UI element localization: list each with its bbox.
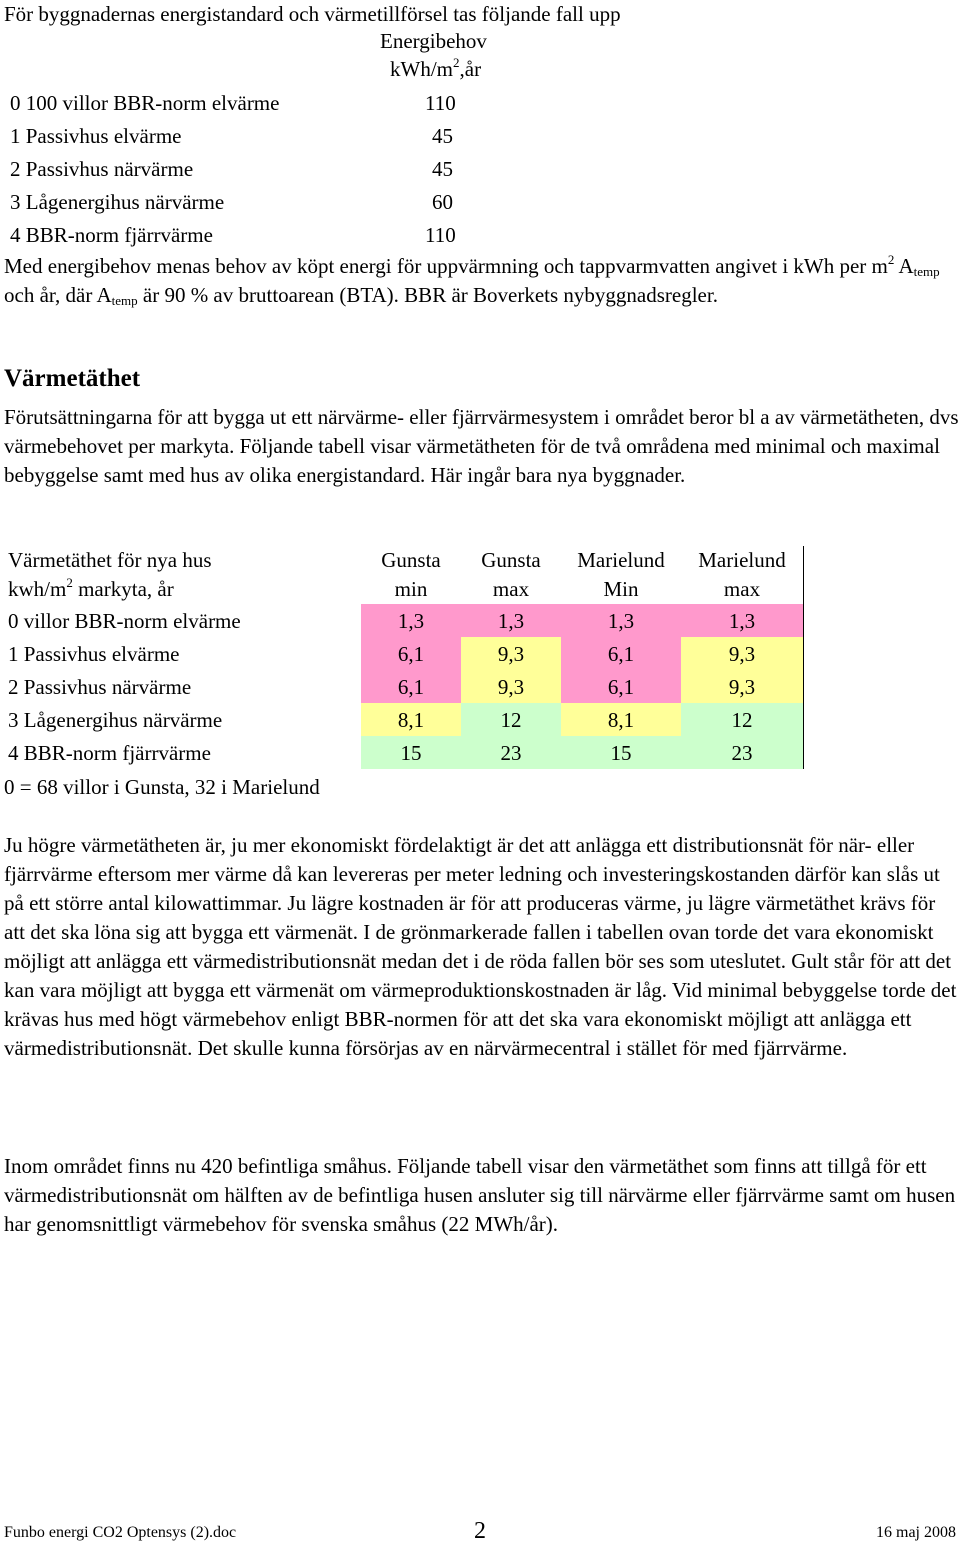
section-paragraph: Förutsättningarna för att bygga ut ett närvärme- eller fjärrvärmesystem i området beror bl a av värmetätheten, dvs värmebehovet per markyta. Följande tabell visar värmetätheten för de två områdena med minimal och maximal bebyggelse samt med hus av olika energistandard. Här ingår bara nya byggnader. — [4, 405, 959, 487]
table-cell: 12 — [681, 703, 804, 736]
heat-density-table — [4, 546, 804, 769]
intro-row-value: 45 — [432, 124, 453, 148]
table-unit: kwh/$m^2$ markyta, år — [8, 575, 174, 601]
row-label: 1 Passivhus elvärme — [8, 641, 180, 666]
table-row — [4, 604, 804, 637]
table-cell: 6,1 — [561, 637, 681, 670]
table-cell: 8,1 — [561, 703, 681, 736]
footer-filename: Funbo energi CO2 Optensys (2).doc — [4, 1524, 237, 1541]
table-cell: 12 — [461, 703, 561, 736]
intro-row-value: 110 — [425, 223, 456, 247]
table-row — [4, 670, 804, 703]
section-heading: Värmetäthet — [4, 365, 141, 392]
column-header: max — [492, 577, 530, 601]
table-cell: 6,1 — [361, 670, 461, 703]
intro-row-value: 110 — [425, 91, 456, 115]
intro-row-label: 4 BBR-norm fjärrvärme — [10, 223, 213, 247]
table-cell: 15 — [561, 736, 681, 769]
table-cell: 9,3 — [461, 637, 561, 670]
column-header: Gunsta — [381, 548, 441, 572]
table-cell: 1,3 — [681, 604, 804, 637]
intro-row-label: 2 Passivhus närvärme — [10, 157, 194, 181]
table-row — [4, 703, 804, 736]
column-header: min — [394, 577, 428, 601]
body-paragraph: Inom området finns nu 420 befintliga småhus. Följande tabell visar den värmetäthet som finns att tillgå för ett värmedistributionsnät om hälften av de befintliga husen ansluter sig till närvärme eller fjärrvärme samt om husen har genomsnittligt värmebehov för svenska småhus (22 MWh/år). — [4, 1154, 956, 1236]
energy-note: Med energibehov menas behov av köpt energi för uppvärmning och tappvarmvatten angivet i kWh per $m^2$ $A_{temp}$ och år, där $A_{temp}$ är 90 % av bruttoarean (BTA). BBR är Boverkets nybyggnadsregler. — [4, 252, 940, 308]
table-cell: 9,3 — [681, 670, 804, 703]
table-header-row — [4, 574, 804, 604]
column-header: Gunsta — [481, 548, 541, 572]
intro-row-label: 3 Lågenergihus närvärme — [10, 190, 225, 214]
intro-row-label: 1 Passivhus elvärme — [10, 124, 182, 148]
table-cell: 9,3 — [681, 637, 804, 670]
row-label: 3 Lågenergihus närvärme — [8, 707, 223, 732]
table-header-row — [4, 546, 804, 574]
intro-title: För byggnadernas energistandard och värmetillförsel tas följande fall upp — [4, 2, 621, 26]
footer-date: 16 maj 2008 — [876, 1524, 956, 1541]
table-cell: 6,1 — [361, 637, 461, 670]
footer-page-number: 2 — [474, 1518, 486, 1544]
table-cell: 15 — [361, 736, 461, 769]
table-cell: 1,3 — [361, 604, 461, 637]
table-row — [4, 736, 804, 769]
column-header: Marielund — [681, 546, 804, 574]
table-row — [4, 637, 804, 670]
table-cell: 1,3 — [561, 604, 681, 637]
table-cell: 23 — [461, 736, 561, 769]
table-cell: 23 — [681, 736, 804, 769]
column-header: Min — [603, 577, 639, 601]
energy-col-header: Energibehov — [380, 29, 487, 53]
body-paragraph: Ju högre värmetätheten är, ju mer ekonomiskt fördelaktigt är det att anlägga ett distributionsnät för när- eller fjärrvärme eftersom mer värme då kan levereras per meter ledning och investeringskostanden därför kan slås ut på ett större antal kilowattimmar. Ju lägre kostnaden är för att produceras värme, ju lägre värmetäthet krävs för att det ska löna sig att bygga ett värmenät. I de grönmarkerade fallen i tabellen ovan torde det vara ekonomiskt möjligt att anlägga ett värmedistributionsnät medan det i de röda fallen bör ses som uteslutet. Gult står för att det kan vara möjligt att bygga ett värmenät om värmeproduktionskostnaden är låg. Vid minimal bebyggelse torde det krävas hus med högt värmebehov enligt BBR-normen för att det ska vara ekonomiskt möjligt att anlägga ett värmedistributionsnät. Det skulle kunna försörjas av en närvärmecentral i stället för med fjärrvärme. — [4, 833, 957, 1060]
intro-row-value: 60 — [432, 190, 453, 214]
row-label: 4 BBR-norm fjärrvärme — [8, 740, 211, 765]
column-header: max — [681, 574, 804, 604]
row-label: 2 Passivhus närvärme — [8, 674, 192, 699]
table-title: Värmetäthet för nya hus — [8, 548, 212, 572]
table-cell: 1,3 — [461, 604, 561, 637]
intro-row-label: 0 100 villor BBR-norm elvärme — [10, 91, 280, 115]
table-cell: 9,3 — [461, 670, 561, 703]
table-footnote: 0 = 68 villor i Gunsta, 32 i Marielund — [4, 775, 320, 799]
table-cell: 8,1 — [361, 703, 461, 736]
row-label: 0 villor BBR-norm elvärme — [8, 608, 241, 633]
energy-unit-header: kWh/$m^2,år$ — [390, 55, 482, 81]
intro-row-value: 45 — [432, 157, 453, 181]
table-cell: 6,1 — [561, 670, 681, 703]
column-header: Marielund — [577, 548, 665, 572]
